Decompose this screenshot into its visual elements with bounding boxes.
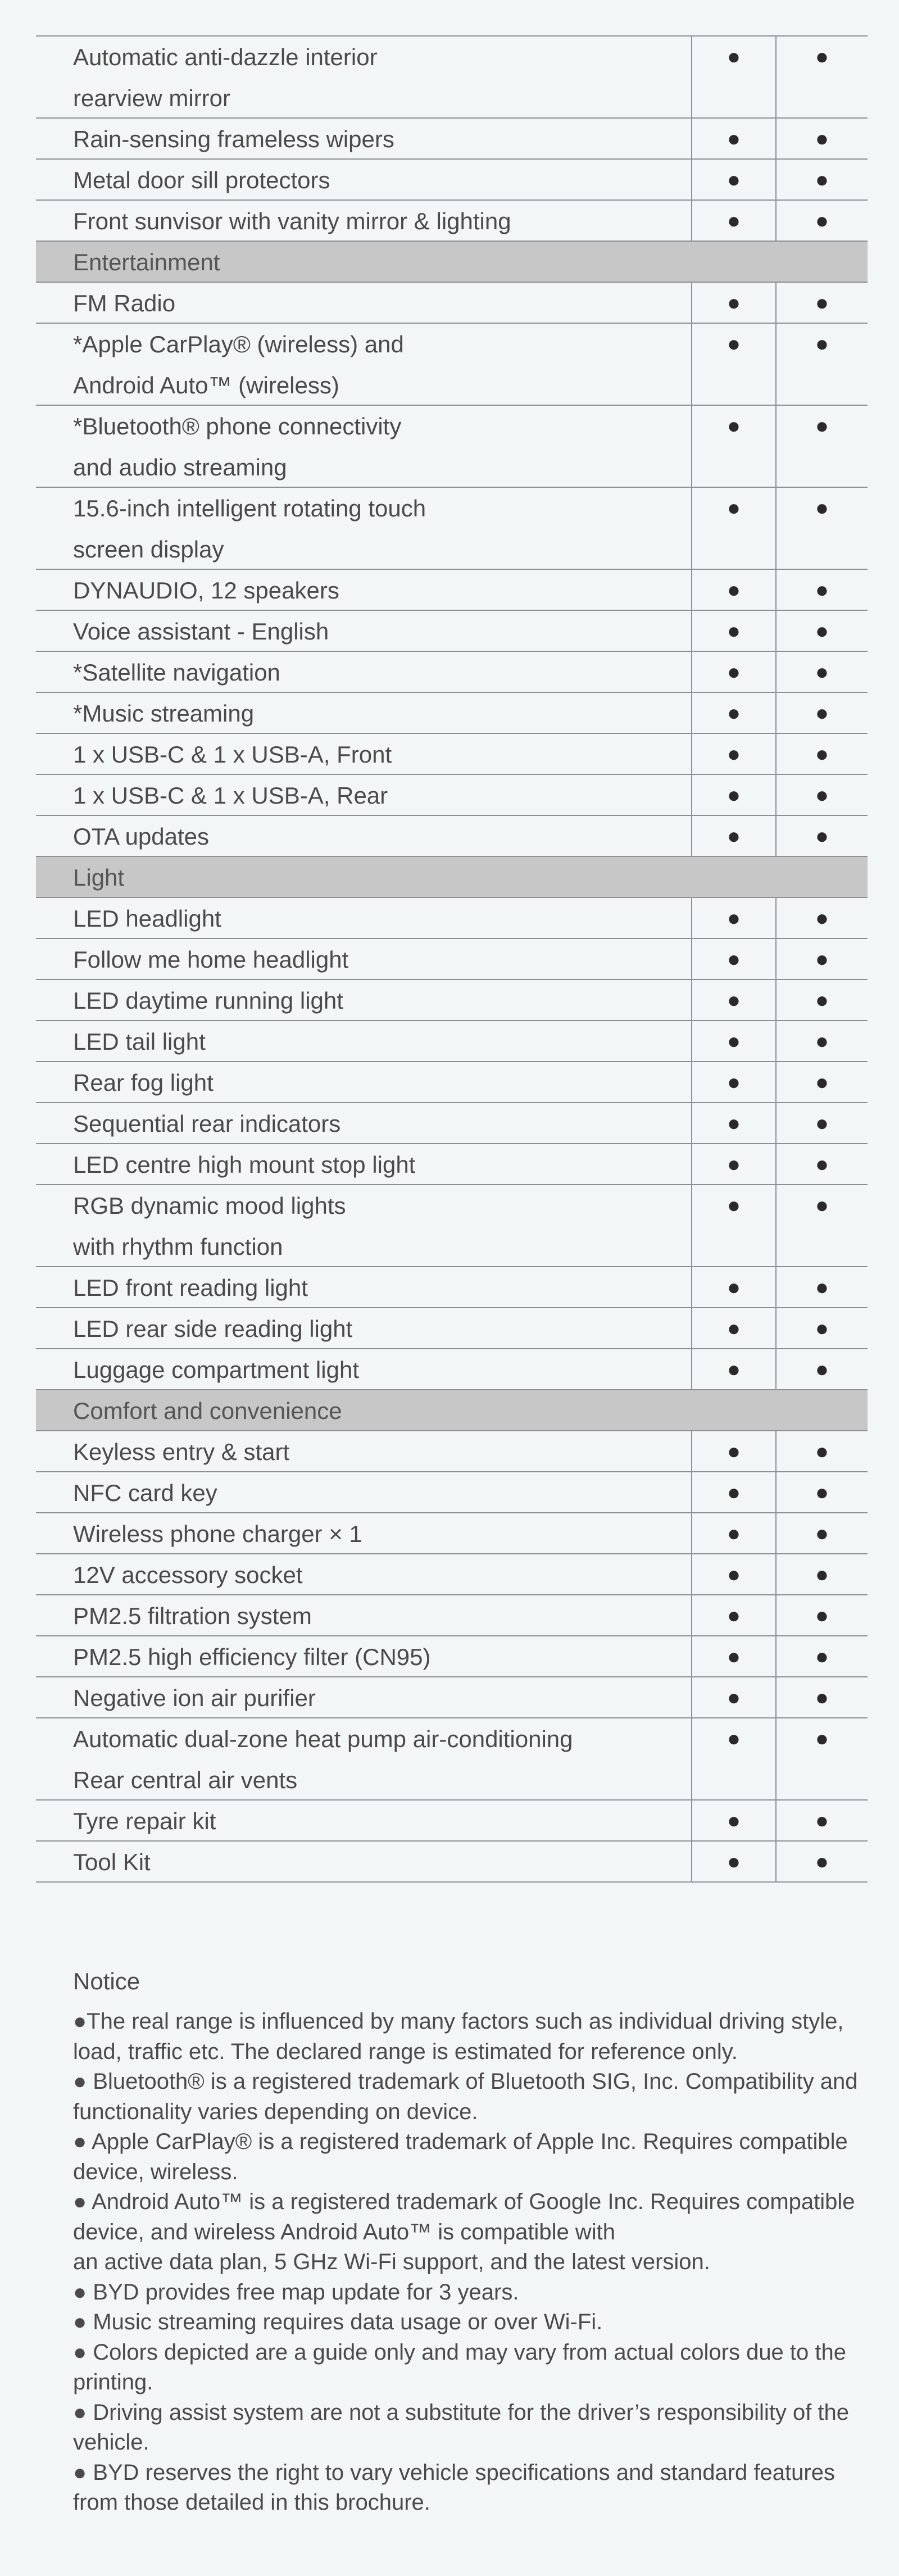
notice-item: ● BYD reserves the right to vary vehicle specifications and standard features from those detailed in this brochure. xyxy=(73,2460,835,2515)
standard-feature-mark: ● xyxy=(775,37,868,117)
standard-feature-mark: ● xyxy=(691,652,775,692)
standard-feature-mark: ● xyxy=(691,37,775,117)
feature-label: LED front reading light xyxy=(73,1275,308,1301)
standard-feature-mark: ● xyxy=(691,406,775,487)
feature-label: Tyre repair kit xyxy=(73,1808,216,1834)
standard-feature-mark: ● xyxy=(691,570,775,610)
standard-feature-mark: ● xyxy=(691,734,775,774)
standard-feature-mark: ● xyxy=(775,1267,868,1307)
feature-label: Wireless phone charger × 1 xyxy=(73,1521,362,1547)
standard-feature-mark: ● xyxy=(691,1677,775,1717)
feature-row xyxy=(36,488,868,570)
notice-section xyxy=(73,1964,871,2518)
feature-label: Sequential rear indicators xyxy=(73,1110,341,1137)
standard-feature-mark: ● xyxy=(775,1472,868,1512)
feature-label: *Apple CarPlay® (wireless) and Android Auto™ (wireless) xyxy=(73,331,404,398)
standard-feature-mark: ● xyxy=(691,324,775,405)
standard-feature-mark: ● xyxy=(691,119,775,158)
feature-label: Voice assistant - English xyxy=(73,618,329,645)
standard-feature-mark: ● xyxy=(691,160,775,199)
standard-feature-mark: ● xyxy=(775,1021,868,1061)
feature-row xyxy=(36,324,868,406)
feature-label: *Music streaming xyxy=(73,700,255,727)
standard-feature-mark: ● xyxy=(691,1431,775,1471)
feature-row xyxy=(36,1185,868,1267)
feature-label: LED centre high mount stop light xyxy=(73,1151,416,1178)
standard-feature-mark: ● xyxy=(775,816,868,856)
notice-item: ● BYD provides free map update for 3 years. xyxy=(73,2279,519,2305)
notice-item: ● Driving assist system are not a substitute for the driver’s responsibility of the vehicle. xyxy=(73,2400,850,2455)
feature-label: 12V accessory socket xyxy=(73,1562,303,1588)
feature-label: Luggage compartment light xyxy=(73,1357,359,1383)
feature-label: *Bluetooth® phone connectivity and audio streaming xyxy=(73,413,402,480)
feature-label: LED rear side reading light xyxy=(73,1316,353,1342)
feature-label: FM Radio xyxy=(73,290,176,316)
standard-feature-mark: ● xyxy=(775,1103,868,1143)
feature-label: PM2.5 filtration system xyxy=(73,1603,312,1629)
feature-label: Keyless entry & start xyxy=(73,1439,290,1465)
feature-label: *Satellite navigation xyxy=(73,659,280,686)
standard-feature-mark: ● xyxy=(775,980,868,1020)
standard-feature-mark: ● xyxy=(775,1513,868,1553)
standard-feature-mark: ● xyxy=(691,693,775,733)
standard-feature-mark: ● xyxy=(691,980,775,1020)
feature-label: PM2.5 high efficiency filter (CN95) xyxy=(73,1644,431,1670)
standard-feature-mark: ● xyxy=(691,1595,775,1635)
standard-feature-mark: ● xyxy=(691,1185,775,1266)
standard-feature-mark: ● xyxy=(775,1308,868,1348)
standard-feature-mark: ● xyxy=(775,1185,868,1266)
standard-feature-mark: ● xyxy=(691,1554,775,1594)
notice-list xyxy=(73,2007,871,2518)
feature-row xyxy=(36,37,868,119)
standard-feature-mark: ● xyxy=(775,283,868,323)
standard-feature-mark: ● xyxy=(775,939,868,979)
standard-feature-mark: ● xyxy=(691,816,775,856)
standard-feature-mark: ● xyxy=(775,1677,868,1717)
standard-feature-mark: ● xyxy=(775,488,868,569)
feature-label: 1 x USB-C & 1 x USB-A, Rear xyxy=(73,782,388,809)
standard-feature-mark: ● xyxy=(691,1267,775,1307)
feature-label: Metal door sill protectors xyxy=(73,167,330,193)
standard-feature-mark: ● xyxy=(775,324,868,405)
standard-feature-mark: ● xyxy=(775,1718,868,1799)
standard-feature-mark: ● xyxy=(691,1801,775,1840)
feature-row xyxy=(36,1718,868,1801)
standard-feature-mark: ● xyxy=(775,1554,868,1594)
standard-feature-mark: ● xyxy=(775,119,868,158)
section-title: Entertainment xyxy=(73,249,220,275)
standard-feature-mark: ● xyxy=(775,160,868,199)
feature-label: 15.6-inch intelligent rotating touch screen display xyxy=(73,495,426,563)
feature-label: Tool Kit xyxy=(73,1849,151,1875)
standard-feature-mark: ● xyxy=(775,1636,868,1676)
standard-feature-mark: ● xyxy=(775,406,868,487)
standard-feature-mark: ● xyxy=(775,693,868,733)
standard-feature-mark: ● xyxy=(691,1718,775,1799)
feature-label: Follow me home headlight xyxy=(73,946,349,973)
standard-feature-mark: ● xyxy=(691,1636,775,1676)
standard-feature-mark: ● xyxy=(691,1144,775,1184)
feature-label: LED daytime running light xyxy=(73,987,343,1014)
standard-feature-mark: ● xyxy=(775,775,868,815)
standard-feature-mark: ● xyxy=(691,1842,775,1881)
standard-feature-mark: ● xyxy=(691,1472,775,1512)
feature-label: Automatic dual-zone heat pump air-conditioning Rear central air vents xyxy=(73,1726,573,1793)
feature-row xyxy=(36,406,868,488)
standard-feature-mark: ● xyxy=(691,201,775,241)
standard-feature-mark: ● xyxy=(691,488,775,569)
standard-feature-mark: ● xyxy=(691,283,775,323)
standard-feature-mark: ● xyxy=(775,201,868,241)
spec-table xyxy=(36,35,868,1883)
standard-feature-mark: ● xyxy=(691,775,775,815)
standard-feature-mark: ● xyxy=(691,1021,775,1061)
feature-label: 1 x USB-C & 1 x USB-A, Front xyxy=(73,741,392,768)
section-title: Light xyxy=(73,864,125,891)
standard-feature-mark: ● xyxy=(775,611,868,651)
standard-feature-mark: ● xyxy=(775,898,868,938)
standard-feature-mark: ● xyxy=(775,1062,868,1102)
feature-label: OTA updates xyxy=(73,823,210,850)
standard-feature-mark: ● xyxy=(775,1801,868,1840)
standard-feature-mark: ● xyxy=(691,898,775,938)
standard-feature-mark: ● xyxy=(691,1062,775,1102)
feature-label: LED tail light xyxy=(73,1028,206,1055)
standard-feature-mark: ● xyxy=(775,1595,868,1635)
standard-feature-mark: ● xyxy=(775,1431,868,1471)
notice-item: ● Music streaming requires data usage or over Wi-Fi. xyxy=(73,2310,603,2334)
notice-title: Notice xyxy=(73,1968,140,1994)
standard-feature-mark: ● xyxy=(775,570,868,610)
standard-feature-mark: ● xyxy=(775,1842,868,1881)
feature-label: RGB dynamic mood lights with rhythm function xyxy=(73,1192,346,1260)
standard-feature-mark: ● xyxy=(775,652,868,692)
standard-feature-mark: ● xyxy=(691,1103,775,1143)
standard-feature-mark: ● xyxy=(775,1349,868,1389)
feature-label: LED headlight xyxy=(73,905,221,932)
feature-label: Rain-sensing frameless wipers xyxy=(73,126,394,152)
standard-feature-mark: ● xyxy=(775,734,868,774)
notice-item: ● Apple CarPlay® is a registered trademark of Apple Inc. Requires compatible device, wireless. xyxy=(73,2129,848,2184)
section-title: Comfort and convenience xyxy=(73,1398,342,1424)
feature-label: Front sunvisor with vanity mirror & lighting xyxy=(73,208,511,234)
notice-item: ●The real range is influenced by many factors such as individual driving style, load, traffic etc. The declared range is estimated for reference only. xyxy=(73,2009,844,2064)
standard-feature-mark: ● xyxy=(691,1308,775,1348)
feature-label: Negative ion air purifier xyxy=(73,1685,316,1711)
standard-feature-mark: ● xyxy=(775,1144,868,1184)
standard-feature-mark: ● xyxy=(691,611,775,651)
standard-feature-mark: ● xyxy=(691,1513,775,1553)
notice-item: ● Android Auto™ is a registered trademark of Google Inc. Requires compatible device, and wireless Android Auto™ is compatible with an active data plan, 5 GHz Wi-Fi support, and the latest version. xyxy=(73,2189,855,2274)
notice-item: ● Colors depicted are a guide only and may vary from actual colors due to the printing. xyxy=(73,2339,846,2394)
notice-item: ● Bluetooth® is a registered trademark of Bluetooth SIG, Inc. Compatibility and functionality varies depending on device. xyxy=(73,2069,858,2124)
feature-row xyxy=(36,1842,868,1883)
standard-feature-mark: ● xyxy=(691,1349,775,1389)
feature-label: NFC card key xyxy=(73,1480,217,1506)
standard-feature-mark: ● xyxy=(691,939,775,979)
feature-label: Rear fog light xyxy=(73,1069,214,1096)
feature-label: Automatic anti-dazzle interior rearview mirror xyxy=(73,44,378,111)
feature-label: DYNAUDIO, 12 speakers xyxy=(73,577,339,604)
